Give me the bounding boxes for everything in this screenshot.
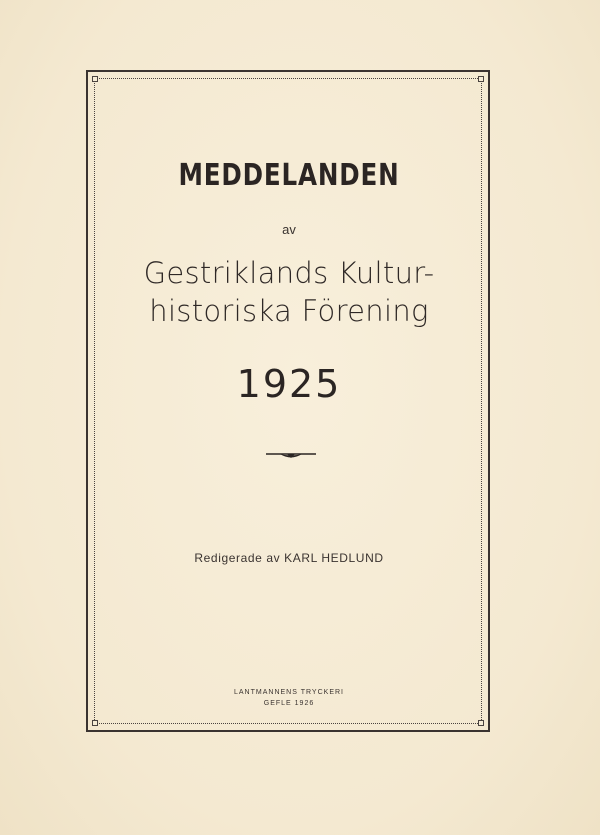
preposition-text: av [282, 222, 296, 237]
editor-credit: Redigerade av KARL HEDLUND [194, 551, 384, 565]
printer-name: LANTMANNENS TRYCKERI [234, 689, 344, 696]
society-name-line-2: historiska Förening [149, 294, 429, 328]
corner-ornament-icon [92, 76, 98, 82]
printer-place-year: GEFLE 1926 [263, 700, 315, 707]
horizontal-rule-ornament-icon [266, 448, 316, 462]
society-name [0, 254, 578, 330]
printer-imprint [0, 687, 578, 709]
page-title: MEDDELANDEN [178, 158, 400, 193]
corner-ornament-icon [92, 720, 98, 726]
society-name-line-1: Gestriklands Kultur- [143, 256, 435, 290]
publication-year: 1925 [236, 362, 342, 406]
corner-ornament-icon [478, 76, 484, 82]
corner-ornament-icon [478, 720, 484, 726]
